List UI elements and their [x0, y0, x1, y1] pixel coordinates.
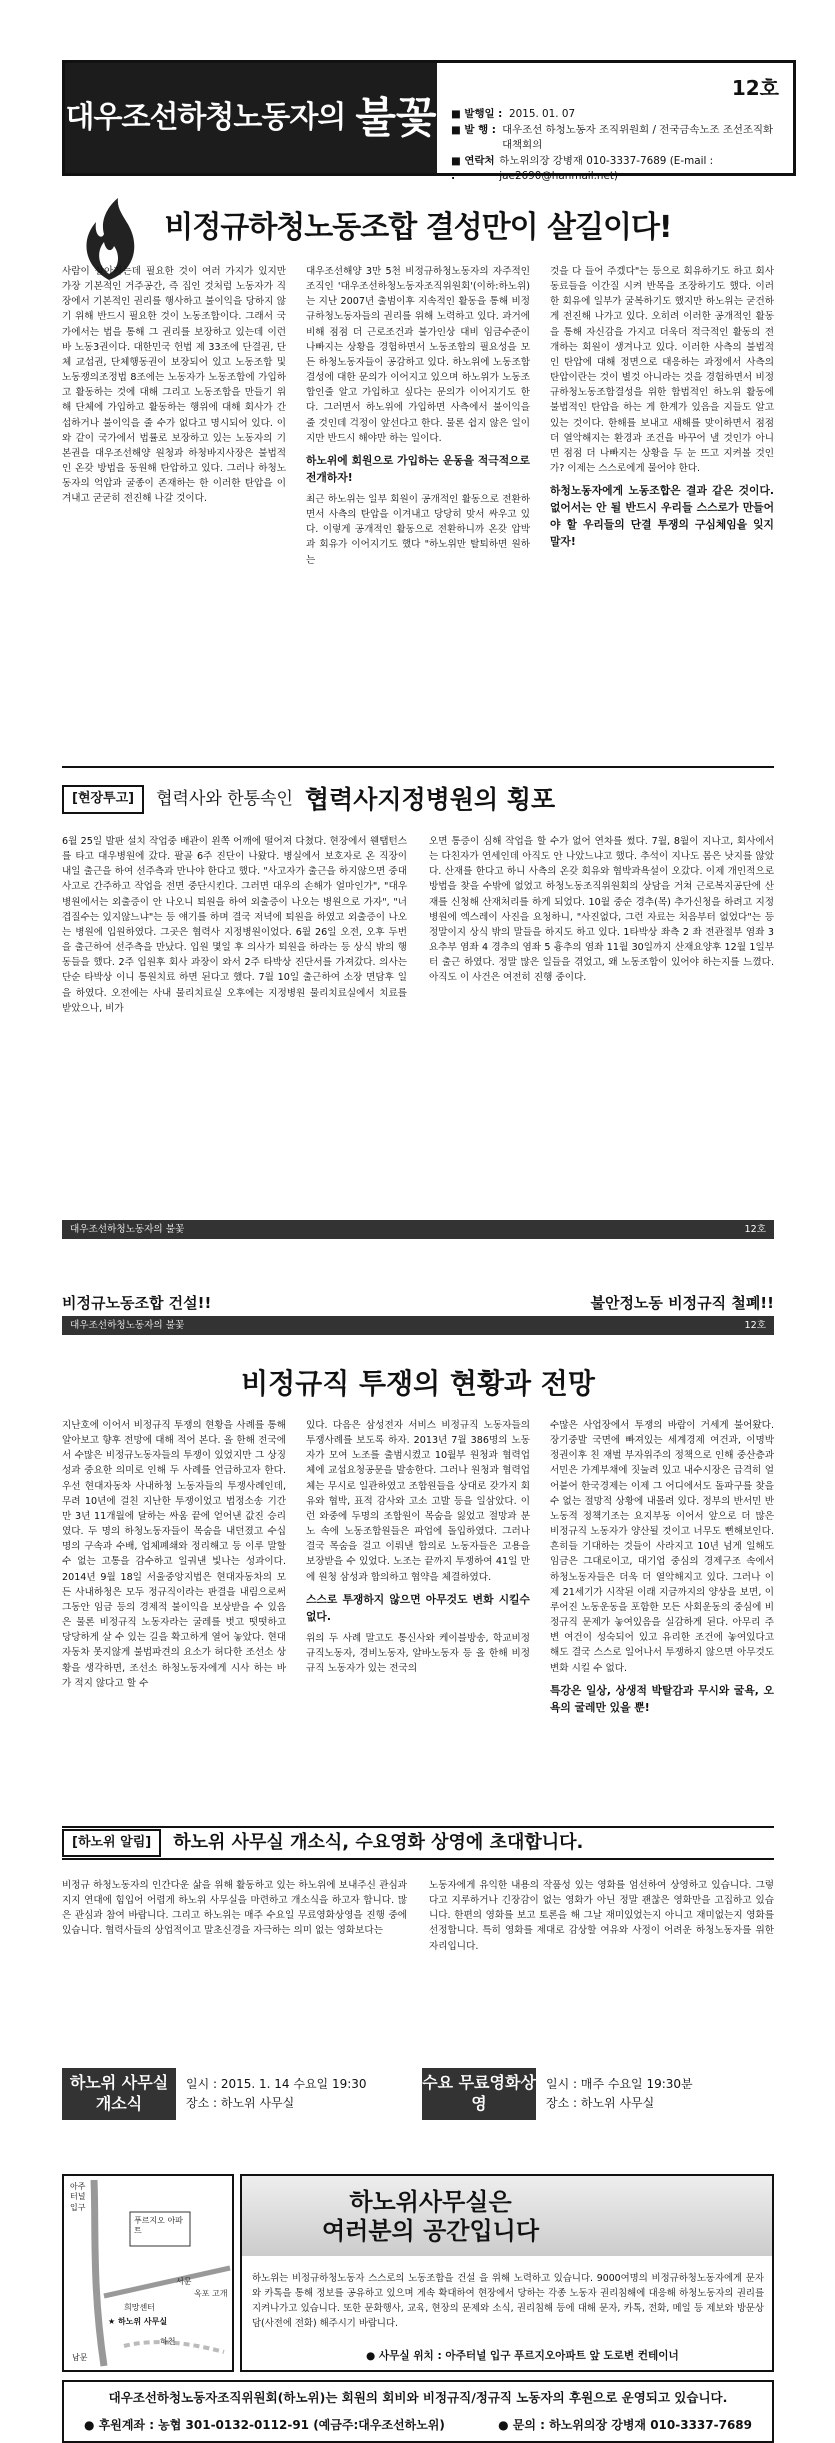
page-title: 비정규하청노동조합 결성만이 살길이다! — [164, 210, 672, 245]
article-column: 있다. 다음은 삼성전자 서비스 비정규직 노동자들의 투쟁사례를 보도록 하자. 2013년 7월 386명의 노동자가 모여 노조를 출범시켰고 10월부 원청과 협력업체에 교섭요청공문을 발송한다. 그러나 원청과 협력업체는 무시로 일관하였고 조합원들을 상대로 갖가지 회유와 협박, 표적 감사와 고소 고발 등을 일삼았다. 이런 와중에 두명의 조합원이 목숨을 잃었고 절망과 분노 속에 노동조합원들은 파업에 돌입하였다. 그러나 결국 목숨을 걸고 이뤄낸 합의로 노동자들은 고용을 보장받을 수 있었다. 노조는 끝까지 투쟁하여 41일 만에 원청 삼성과 합의하고 협약을 체결하였다. 스스로 투쟁하지 않으면 아무것도 변화 시킬수 없다. 위의 두 사례 말고도 통신사와 케이블방송, 학교비정규직노동자, 경비노동자, 알바노동자 등 올 한해 비정규직 노동자가 있는 전국의 — [306, 1420, 530, 1675]
page-header-bar: 대우조선하청노동자의 불꽃 12호 — [62, 1316, 774, 1335]
event-place: 장소 : 하노위 사무실 — [546, 2096, 655, 2110]
article-struggle — [62, 1418, 774, 1722]
masthead-info — [437, 63, 793, 183]
callout: 하청노동자에게 노동조합은 결과 같은 것이다. 없어서는 안 될 반드시 우리들 스스로가 만들어야 할 우리들의 단결 투쟁의 구심체임을 잊지 말자! — [550, 484, 774, 549]
article-column: 것을 다 들어 주겠다"는 등으로 회유하기도 하고 회사동료들을 이간질 시켜 반목을 조장하기도 했다. 이러한 회유에 일부가 굴복하기도 했지만 하노위는 굳건하게 전진해 나가고 있다. 오히려 이러한 공개적인 활동을 통해 자신감을 가지고 더욱더 적극적인 활동의 전개하는 회원이 생겨나고 있다. 이러한 사측의 불법적인 탄압에 대해 정면으로 대응하는 과정에서 사측의 탄압이란는 것이 별것 아니라는 것을 경험하면서 비정규하청노동조합결성을 위한 합법적인 하노위 활동에 불법적인 탄압을 하는 게 한계가 있음을 지들도 알고 있는 것이다. 한해를 보내고 새해를 맞이하면서 점점 더 열악해지는 환경과 조건을 바꾸어 낼 것인가 아니면 점점 더 나빠지는 상황을 두 눈 뜨고 지켜볼 것인가? 이제는 스스로에게 물어야 한다. 하청노동자에게 노동조합은 결과 같은 것이다. 없어서는 안 될 반드시 우리들 스스로가 만들어야 할 우리들의 단결 투쟁의 구심체임을 잊지 말자! — [550, 264, 774, 568]
office-description: 하노위는 비정규하청노동자 스스로의 노동조합을 건설 을 위해 노력하고 있습니다. 9000여명의 비정규하청노동자에게 문자와 카톡을 통해 정보를 공유하고 있으며 게속 확대하여 현장에서 당하는 각종 노동자 권리침해에 대응해 하청노동자의 권리를 지켜나가고 있습니다. 또한 문화행사, 교육, 현장의 문제와 소식, 권리침해 등에 대해 문자, 카톡, 전화, 메일 등 제보와 방문상담(사전에 전화) 해주시기 바랍니다. — [252, 2273, 764, 2329]
section-header — [62, 780, 774, 820]
map-label: 푸르지오 아파트 — [134, 2216, 183, 2236]
announcement-column: 비정규 하청노동자의 인간다운 삶을 위해 활동하고 있는 하노위에 보내주신 관심과 지지 연대에 힘입어 어렵게 하노위 사무실을 마련하고 개소식을 하고자 합니다. 많은 관심과 참여 바랍니다. 그리고 하노위는 매주 수요일 무료영화상영을 진행 중에 있습니다. 협력사들의 상업적이고 말초신경을 자극하는 의미 없는 영화보다는 — [62, 1880, 407, 1937]
announcement-header — [62, 1826, 774, 1860]
office-title: 하노위사무실은 — [349, 2187, 512, 2216]
slogan-left: 비정규노동조합 건설!! — [62, 1294, 212, 1312]
announcement-column: 노동자에게 유익한 내용의 작품성 있는 영화를 엄선하여 상영하고 있습니다. 그렇다고 지루하거나 긴장감이 없는 영화가 아닌 정말 괜찮은 영화만을 고집하고 있습니다. 한편의 영화를 보고 토론을 해 그날 재미있었는지 아니고 재미없는지 영화를 선정합니다. 특히 영화를 제대로 감상할 여유와 사정이 어려운 하청노동자를 위한 자리입니다. — [429, 1880, 774, 1952]
article-column: 오면 통증이 심해 작업을 할 수가 없어 연차를 썼다. 7월, 8월이 지나고, 회사에서는 다친자가 연세인데 아직도 안 나았느냐고 했다. 추석이 지나도 몸은 낫지를 않았다. 산재를 한다고 하니 사측의 온갖 회유와 협박과욕설이 오갔다. 이제 개인적으로 방법을 찾을 수밖에 없었고 하청노동조직위원회의 상담을 거쳐 근로복지공단에 산재를 신청해 산재처리를 하게 되었다. 10월 중순 경추(목) 추가신청을 하려고 지정병원에 엑스레이 사진을 요청하니, "사진없다, 그런 자료는 처음부터 없었다"는 등 정말이지 상식 밖의 말들을 하지도 하고 있다. 1타박상 좌측 2 좌 전관절부 염좌 3 요추부 염좌 4 경추의 염좌 5 흉추의 염좌 11월 30일까지 산재요양후 12월 1일부터 출근 하였다. 정말 많은 일들을 겪었고, 왜 노동조합이 있어야 하는지를 느꼈다. 아직도 이 사건은 여전히 진행 중이다. — [429, 836, 774, 984]
section-title: 협력사지정병원의 횡포 — [304, 785, 556, 814]
map-label: 옥포 고개 — [194, 2289, 228, 2298]
announcement-title: 하노위 사무실 개소식, 수요영화 상영에 초대합니다. — [173, 1831, 584, 1853]
masthead-row: ■ 발행일 : 2015. 01. 07 — [451, 108, 576, 120]
callout: 특강은 일상, 상생적 박탈감과 무시와 굴욕, 오욕의 굴레만 있을 뿐! — [550, 1683, 774, 1714]
section-tag: [하노위 알림] — [62, 1829, 161, 1858]
issue-number: 12호 — [731, 76, 779, 100]
map-label: 아주 터널 입구 — [70, 2182, 86, 2212]
office-title: 여러분의 공간입니다 — [322, 2215, 540, 2245]
article-column: 대우조선해양 3만 5천 비정규하청노동자의 자주적인 조직인 '대우조선하청노동자조직위원회'(이하:하노위)는 지난 2007년 출범이후 지속적인 활동을 통해 비정규하청노동자들의 권리를 위해 노력하고 있다. 과거에 비해 점점 더 근로조건과 불가인상 대비 임금수준이 나빠지는 상황을 경험하면서 노동조합의 필요성을 모든 하청노동자들이 공감하고 있다. 하노위에 노동조합결성에 대한 문의가 이어지고 있으며 하노위가 노동조합인줄 알고 가입하고 싶다는 문의가 이어지기도 한다. 그러면서 하노위에 가입하면 사측에서 불이익을 줄 것인데 걱정이 앞선다고 한다. 물론 쉽지 않은 일이지만 반드시 해야만 하는 일이다. 하노위에 회원으로 가입하는 운동을 적극적으로 전개하자! 최근 하노위는 일부 회원이 공개적인 활동으로 전환하면서 사측의 탄압을 이겨내고 당당히 맞서 싸우고 있다. 이렇게 공개적인 활동으로 전환하니까 온갖 압박과 회유가 이어지기도 했다 "하노위만 탈퇴하면 원하는 — [306, 266, 530, 566]
page-footer: 대우조선하청노동자의 불꽃 12호 — [62, 1220, 774, 1239]
callout: 하노위에 회원으로 가입하는 운동을 적극적으로 전개하자! — [306, 453, 530, 484]
section-subtitle: 협력사와 한통속인 — [156, 789, 293, 810]
callout: 스스로 투쟁하지 않으면 아무것도 변화 시킬수 없다. — [306, 1592, 530, 1623]
page-2-title: 비정규직 투쟁의 현황과 전망 — [241, 1367, 595, 1400]
event-datetime: 일시 : 매주 수요일 19:30분 — [546, 2077, 693, 2092]
event-label: 수요 무료영화상영 — [422, 2068, 536, 2120]
divider — [62, 766, 774, 768]
masthead-title-flower: 불꽃 — [355, 92, 437, 142]
article-column: 사람이 살아가는데 필요한 것이 여러 가지가 있지만 가장 기본적인 거주공간, 즉 집인 것처럼 노동자가 직장에서 기본적인 권리를 행사하고 불이익을 당하지 않기 위해 반드시 필요한 것이 노동조합이다. 그래서 국가에서는 법을 통해 그 권리를 보장하고 있는데 이런바 노동3권이다. 대한민국 헌법 제 33조에 단결권, 단체 교섭권, 단체행동권이 보장되어 있고 노동조합 및 노동쟁의조정법 8조에는 노동자가 노동조합에 가입하고 활동하는 것에 대해 그리고 노동조합을 만들기 위해 단체에 가입하고 활동하는 행위에 대해 회사가 간섭하거나 불이익을 줄 수가 없다고 명시되어 있다. 이와 같이 국가에서 법률로 보장하고 있는 노동자의 기본권을 대우조선해양 원청과 하청바지사장은 불법적인 온갖 방법을 동원해 탄압하고 있다. 그러나 하청노동자의 억압과 굴종이 존재하는 한 이러한 탄압을 이겨내고 굳굳히 전진해 나갈 것이다. — [62, 266, 286, 505]
event-opening — [62, 2066, 412, 2122]
event-datetime: 일시 : 2015. 1. 14 수요일 19:30 — [186, 2077, 367, 2092]
map-label: 서문 — [176, 2277, 192, 2286]
support-box — [62, 2380, 774, 2443]
office-address: ● 사무실 위치 : 아주터널 입구 푸르지오아파트 앞 도로변 컨테이너 — [366, 2350, 679, 2362]
article-column: 수많은 사업장에서 투쟁의 바람이 거세게 불어왔다. 장기중발 국면에 빠져있는 세계경제 여건과, 이명박 정권이후 친 재벌 부자위주의 정책으로 인해 중산층과 서민은 가계부채에 짓눌려 있고 내수시장은 급격히 얼어붙어 한국경제는 이제 그 어디에서도 돌파구를 찾을 수 없는 절망적 상황에 내몰려 있다. 정부의 반서민 반노동적 정책기조는 요지부동 이어서 앞으로 더 많은 비정규직 노동자가 양산될 것이고 너무도 뻔해보인다. 흔히들 기대하는 것들이 사라지고 10년 넘게 일해도 임금은 그대로이고, 대기업 중심의 경제구조 속에서 하청노동자들은 더욱 더 열악해지고 있다. 그러나 이제 21세기가 시작된 이래 지금까지의 양상을 보면, 이루어진 노동운동을 포함한 모든 사회운동의 중심에 비정규직 문제가 놓여있음을 실감하게 된다. 아무리 주변 여건이 성숙되어 있고 유리한 조건에 놓여있다고 해도 결국 스스로 일어나서 투쟁하지 않으면 아무것도 변화 시킬 수 없다. 특강은 일상, 상생적 박탈감과 무시와 굴욕, 오욕의 굴레만 있을 뿐! — [550, 1418, 774, 1722]
masthead-title-main: 대우조선하청노동자의 — [65, 100, 346, 136]
article-column: 6월 25일 발판 설치 작업중 배관이 왼쪽 어깨에 떨어져 다쳤다. 현장에서 웬탭턴스를 타고 대우병원에 갔다. 팔골 6주 진단이 나왔다. 병실에서 보호자로 온 직장이 내일 출근을 하여 선주측과 만나야 한다고 했다. "사고자가 출근을 하지않으면 중대사고로 간주하고 작업을 전면 중단시킨다. 그러면 대우의 손해가 얼마인가", "대우병원에서는 외출증이 안 나오니 퇴원을 하여 외출증이 나오는 병원으로 가자", "너 겹질수는 있지않느냐"는 등 얘기를 하며 결국 저녁에 퇴원을 하였고 외출증이 나오는 병원에 입원하였다. 그곳은 협력사 지정병원이었다. 6월 26일 오전, 오후 두번을 출근하여 선주측을 만났다. 입원 몇일 후 의사가 퇴원을 하라는 등 상식 밖의 행동들을 했다. 2주 입원후 회사 과장이 와서 2주 타박상 진단서를 가져갔다. 의사는 단순 타박상 이니 통원치료 하면 된다고 했다. 7월 10일 출근하여 소장 면담후 일을 하였다. 오전에는 사내 물리치료실 오후에는 지정병원 물리치료실에서 치료를 받았으나, 비가 — [62, 836, 407, 1014]
map-label: ★ 하노위 사무실 — [108, 2317, 168, 2326]
section-tag: [현장투고] — [62, 785, 144, 814]
masthead-row: ■ 연락처 : 하노위의장 강병재 010-3337-7689 (E-mail : jae2690@hanmail.net) — [451, 154, 714, 183]
article-column: 지난호에 이어서 비정규직 투쟁의 현황을 사례를 통해 알아보고 향후 전망에 대해 적어 본다. 올 한해 전국에서 수많은 비정규노동자들의 투쟁이 있었지만 그 상징성과 중요한 의미로 인해 두 사례를 언급하고자 한다. 우선 현대자동차 사내하청 노동자들의 투쟁사례인데, 무려 10년에 걸친 지난한 투쟁이었고 법정소송 기간만 3년 11개월에 달하는 싸움 끝에 얻어낸 값진 승리였다. 두 명의 하청노동자들이 목숨을 내던졌고 수십 명의 구속과 수배, 업체폐쇄와 정리해고 등 이루 말할 수 없는 고통을 감수하고 일궈낸 빛나는 성과이다. 2014년 9월 18일 서울중앙지법은 현대자동차의 모든 사내하청은 모두 정규직이라는 판결을 내림으로써 그동안 임금 등의 경제적 불이익을 보상받을 수 있음은 물론 비정규직 노동자라는 굴레를 벗고 떳떳하고 당당하게 살 수 있는 길을 확고하게 열어 놓았다. 현대자동차 못지않게 불법파견의 요소가 허다한 조선소 상황을 생각하면, 조선소 하청노동자에게 시사 하는 바가 적지 않다고 할 수 — [62, 1420, 286, 1689]
location-map — [62, 2174, 234, 2372]
support-statement: 대우조선하청노동자조직위원회(하노위)는 회원의 회비와 비정규직/정규직 노동자의 후원으로 운영되고 있습니다. — [108, 2390, 728, 2405]
page-2 — [26, 1270, 810, 2432]
article-main — [62, 264, 774, 568]
event-label: 하노위 사무실 개소식 — [62, 2068, 176, 2120]
event-place: 장소 : 하노위 사무실 — [186, 2096, 295, 2110]
map-label: 남문 — [72, 2353, 88, 2362]
map-label: 희망센터 — [124, 2303, 155, 2312]
donation-account: ● 후원계좌 : 농협 301-0132-0112-91 (예금주:대우조선하노위) — [84, 2417, 445, 2432]
masthead-row: ■ 발 행 : 대우조선 하청노동자 조직위원회 / 전국금속노조 조선조직화 대책회의 — [451, 123, 774, 152]
masthead — [62, 60, 796, 183]
article-report — [62, 834, 774, 1016]
slogans — [62, 1292, 774, 1316]
office-info — [240, 2174, 774, 2372]
announcement-body — [62, 1874, 774, 2132]
masthead-title — [65, 63, 437, 173]
page-1 — [26, 28, 810, 1252]
slogan-right: 불안정노동 비정규직 철폐!! — [590, 1294, 774, 1312]
event-movie — [422, 2066, 774, 2122]
contact-phone: ● 문의 : 하노위의장 강병재 010-3337-7689 — [498, 2417, 752, 2432]
map-label: 하천 — [160, 2337, 176, 2346]
